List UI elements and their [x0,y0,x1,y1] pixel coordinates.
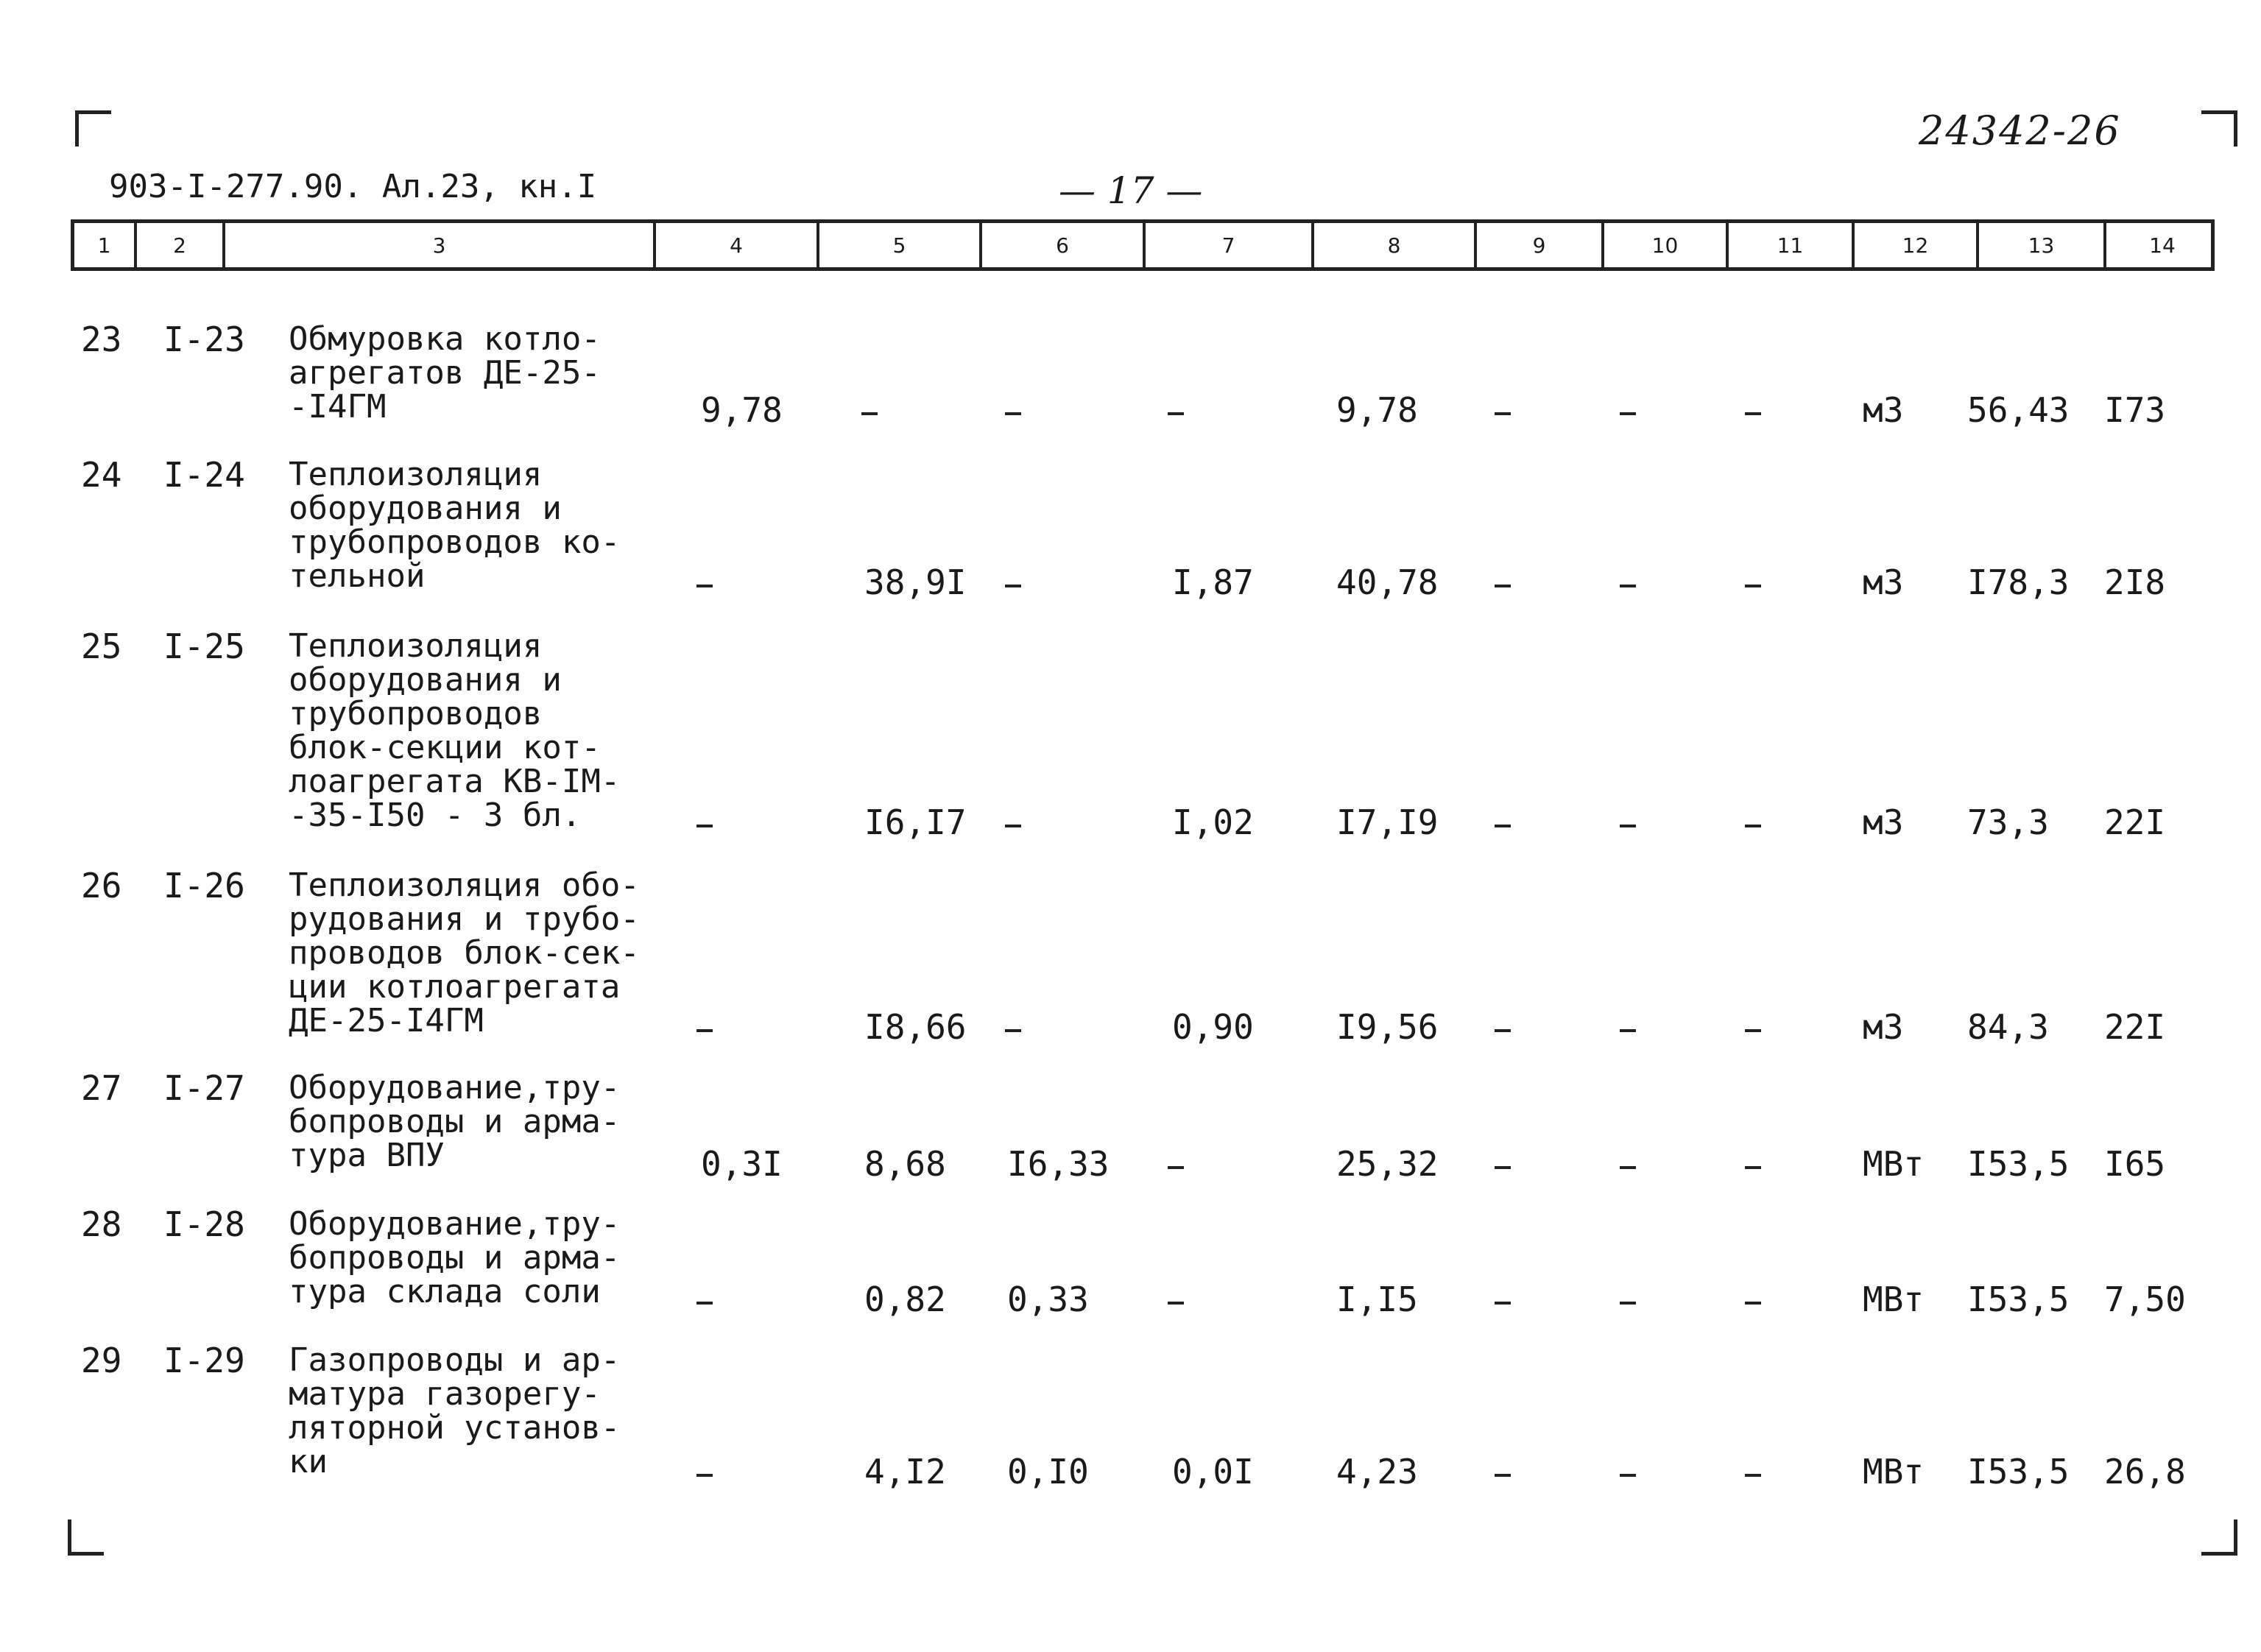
item-description-line: -I4ГМ [289,388,387,426]
row-number: 24 [81,455,122,495]
value-c7: I,87 [1172,562,1254,602]
column-header-14: 14 [2149,233,2176,258]
value-c14: 2I8 [2104,562,2166,602]
dash-mark [1745,1166,1761,1169]
row-number: 25 [81,626,122,666]
unit-of-measure: м3 [1863,1007,1904,1047]
item-description-line: Оборудование,тру- [289,1069,621,1106]
item-code: I-24 [163,455,245,495]
item-code: I-25 [163,626,245,666]
value-c5: 38,9I [864,562,967,602]
dash-mark [1495,825,1511,827]
dash-mark [1168,1166,1184,1169]
dash-mark [1745,1474,1761,1477]
row-number: 26 [81,866,122,906]
unit-of-measure: МВт [1863,1279,1925,1319]
dash-mark [1005,412,1021,415]
value-c5: I6,I7 [864,802,967,842]
dash-mark [1495,585,1511,587]
value-c13: 84,3 [1967,1007,2049,1047]
value-c14: 7,50 [2104,1279,2186,1319]
dash-mark [1620,1474,1636,1477]
item-description-line: трубопроводов ко- [289,523,621,561]
value-c7: 0,0I [1172,1452,1254,1492]
row-number: 23 [81,320,122,359]
value-c14: I73 [2104,390,2166,430]
item-code: I-23 [163,320,245,359]
item-code: I-27 [163,1068,245,1108]
dash-mark [1745,585,1761,587]
corner-mark-top-right [2201,110,2237,147]
column-header-7: 7 [1146,223,1314,267]
row-number: 29 [81,1341,122,1380]
dash-mark [861,412,878,415]
value-c5: 8,68 [864,1144,946,1184]
column-header-1: 1 [74,223,137,267]
value-c8: I7,I9 [1336,802,1439,842]
dash-mark [696,1302,713,1305]
value-c8: 40,78 [1336,562,1439,602]
row-number: 27 [81,1068,122,1108]
page-number: — 17 — [1059,169,1203,212]
item-description-line: оборудования и [289,490,562,527]
item-description-line: бопроводы и арма- [289,1103,621,1140]
item-description-line: Обмуровка котло- [289,320,601,358]
dash-mark [1495,1166,1511,1169]
item-description-line: матура газорегу- [289,1375,601,1413]
dash-mark [1620,1302,1636,1305]
item-description-line: Теплоизоляция [289,627,543,665]
unit-of-measure: м3 [1863,562,1904,602]
value-c13: I53,5 [1967,1279,2070,1319]
corner-mark-top-left [75,110,111,147]
value-c13: I53,5 [1967,1452,2070,1492]
value-c4: 0,3I [701,1144,783,1184]
unit-of-measure: м3 [1863,802,1904,842]
dash-mark [1495,412,1511,415]
corner-mark-bottom-right [2201,1519,2237,1556]
value-c6: 0,I0 [1007,1452,1089,1492]
item-description-line: проводов блок-сек- [289,934,640,972]
value-c13: 56,43 [1967,390,2070,430]
value-c8: 4,23 [1336,1452,1418,1492]
item-description-line: тельной [289,557,426,595]
value-c8: 25,32 [1336,1144,1439,1184]
column-header-4: 4 [656,223,819,267]
dash-mark [1745,825,1761,827]
item-description-line: трубопроводов [289,695,543,733]
value-c5: 0,82 [864,1279,946,1319]
dash-mark [1495,1474,1511,1477]
dash-mark [1168,412,1184,415]
column-header-8: 8 [1314,223,1477,267]
item-description-line: ции котлоагрегата [289,968,621,1006]
dash-mark [1005,585,1021,587]
corner-mark-bottom-left [68,1519,104,1556]
dash-mark [1745,1029,1761,1032]
dash-mark [1620,412,1636,415]
value-c13: I53,5 [1967,1144,2070,1184]
dash-mark [696,1474,713,1477]
item-description-line: бопроводы и арма- [289,1239,621,1277]
item-description-line: ки [289,1443,328,1480]
dash-mark [1745,1302,1761,1305]
value-c6: I6,33 [1007,1144,1110,1184]
dash-mark [1168,1302,1184,1305]
column-header-2: 2 [137,223,225,267]
dash-mark [1620,1166,1636,1169]
column-header-12: 12 [1855,223,1979,267]
value-c14: 22I [2104,802,2166,842]
item-description-line: рудования и трубо- [289,900,640,938]
item-description-line: Теплоизоляция [289,456,543,493]
value-c14: 26,8 [2104,1452,2186,1492]
value-c8: I,I5 [1336,1279,1418,1319]
value-c5: 4,I2 [864,1452,946,1492]
dash-mark [1620,825,1636,827]
item-description-line: агрегатов ДЕ-25- [289,354,601,392]
row-number: 28 [81,1204,122,1244]
column-number-header [71,219,2215,271]
dash-mark [696,825,713,827]
item-code: I-28 [163,1204,245,1244]
value-c14: I65 [2104,1144,2166,1184]
item-description-line: ДЕ-25-I4ГМ [289,1002,484,1039]
value-c7: I,02 [1172,802,1254,842]
column-header-3: 3 [225,223,656,267]
value-c4: 9,78 [701,390,783,430]
item-description-line: блок-секции кот- [289,729,601,766]
dash-mark [1495,1302,1511,1305]
value-c8: I9,56 [1336,1007,1439,1047]
column-header-11: 11 [1729,223,1855,267]
sheet-number: 24342-26 [1919,107,2121,154]
dash-mark [1005,825,1021,827]
dash-mark [1745,412,1761,415]
value-c13: 73,3 [1967,802,2049,842]
item-description-line: -35-I50 - 3 бл. [289,797,582,834]
value-c6: 0,33 [1007,1279,1089,1319]
value-c13: I78,3 [1967,562,2070,602]
item-description-line: Оборудование,тру- [289,1205,621,1243]
item-description-line: тура ВПУ [289,1137,445,1174]
item-description-line: ляторной установ- [289,1409,621,1447]
item-description-line: оборудования и [289,661,562,699]
column-header-10: 10 [1604,223,1729,267]
unit-of-measure: м3 [1863,390,1904,430]
item-code: I-29 [163,1341,245,1380]
item-description-line: лоагрегата КВ-IМ- [289,763,621,800]
dash-mark [1620,585,1636,587]
value-c7: 0,90 [1172,1007,1254,1047]
item-description-line: Теплоизоляция обо- [289,866,640,904]
column-header-9: 9 [1477,223,1604,267]
value-c14: 22I [2104,1007,2166,1047]
dash-mark [1005,1029,1021,1032]
column-header-13: 13 [1979,223,2106,267]
value-c5: I8,66 [864,1007,967,1047]
dash-mark [1495,1029,1511,1032]
column-header-5: 5 [819,223,982,267]
value-c8: 9,78 [1336,390,1418,430]
column-header-6: 6 [982,223,1146,267]
dash-mark [696,1029,713,1032]
item-description-line: тура склада соли [289,1273,601,1310]
document-code: 903-I-277.90. Ал.23, кн.I [109,168,597,205]
item-code: I-26 [163,866,245,906]
unit-of-measure: МВт [1863,1144,1925,1184]
dash-mark [1620,1029,1636,1032]
unit-of-measure: МВт [1863,1452,1925,1492]
item-description-line: Газопроводы и ар- [289,1341,621,1379]
dash-mark [696,585,713,587]
